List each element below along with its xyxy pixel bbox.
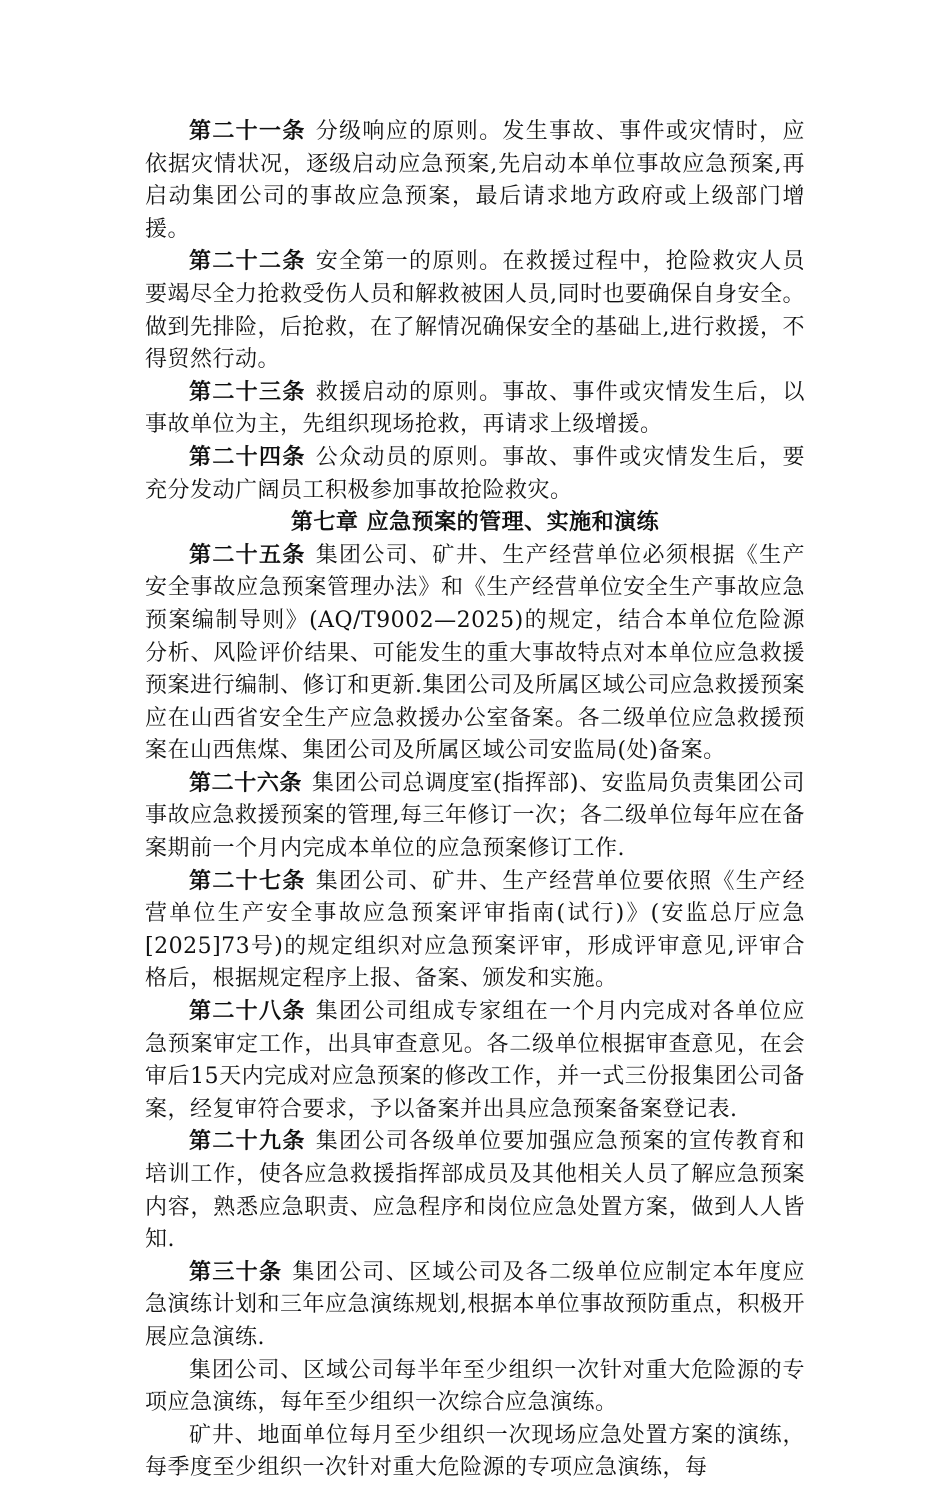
article-25 (145, 540, 805, 768)
article-label: 第三十条 (189, 1259, 283, 1285)
article-21 (145, 116, 805, 246)
chapter-heading: 第七章 应急预案的管理、实施和演练 (290, 510, 660, 536)
article-text: 集团公司组成专家组在一个月内完成对各单位应急预案审定工作，出具审查意见。各二级单位根据审查意见，在会审后15天内完成对应急预案的修改工作，并一式三份报集团公司备案，经复审符合要求，予以备案并出具应急预案备案登记表. (145, 999, 805, 1122)
article-text: 集团公司各级单位要加强应急预案的宣传教育和培训工作，使各应急救援指挥部成员及其他相关人员了解应急预案内容，熟悉应急职责、应急程序和岗位应急处置方案，做到人人皆知. (145, 1129, 805, 1253)
article-text: 集团公司、区域公司及各二级单位应制定本年度应急演练计划和三年应急演练规划,根据本单位事故预防重点，积极开展应急演练. (145, 1259, 805, 1350)
article-label: 第二十五条 (189, 542, 306, 568)
article-22 (145, 246, 805, 376)
article-label: 第二十一条 (189, 119, 306, 144)
article-27 (145, 866, 805, 996)
article-label: 第二十二条 (189, 249, 306, 275)
article-label: 第二十六条 (189, 770, 303, 796)
article-text: 集团公司、矿井、生产经营单位要依照《生产经营单位生产安全事故应急预案评审指南(试行)》(安监总厅应急[2025]73号)的规定组织对应急预案评审，形成评审意见,评审合格后，根据规定程序上报、备案、颁发和实施。 (145, 868, 805, 992)
article-text: 安全第一的原则。在救援过程中，抢险救灾人员要竭尽全力抢救受伤人员和解救被困人员,同时也要确保自身安全。做到先排险，后抢救，在了解情况确保安全的基础上,进行救援，不得贸然行动。 (145, 249, 805, 373)
article-label: 第二十七条 (189, 868, 306, 894)
article-text: 集团公司、矿井、生产经营单位必须根据《生产安全事故应急预案管理办法》和《生产经营单位安全生产事故应急预案编制导则》(AQ/T9002—2025)的规定，结合本单位危险源分析、风险评价结果、可能发生的重大事故特点对本单位应急救援预案进行编制、修订和更新.集团公司及所属区域公司应急救援预案应在山西省安全生产应急救援办公室备案。各二级单位应急救援预案在山西焦煤、集团公司及所属区域公司安监局(处)备案。 (145, 542, 805, 764)
article-text: 公众动员的原则。事故、事件或灾情发生后，要充分发动广阔员工积极参加事故抢险救灾。 (145, 444, 805, 503)
paragraph-drill-mine: 矿井、地面单位每月至少组织一次现场应急处置方案的演练，每季度至少组织一次针对重大危险源的专项应急演练，每 (145, 1422, 805, 1481)
article-29 (145, 1126, 805, 1256)
article-text: 分级响应的原则。发生事故、事件或灾情时，应依据灾情状况，逐级启动应急预案,先启动本单位事故应急预案,再启动集团公司的事故应急预案，最后请求地方政府或上级部门增援。 (145, 119, 805, 242)
article-26 (145, 768, 805, 866)
article-24 (145, 442, 805, 507)
article-text: 集团公司总调度室(指挥部)、安监局负责集团公司事故应急救援预案的管理,每三年修订一次；各二级单位每年应在备案期前一个月内完成本单位的应急预案修订工作. (145, 770, 805, 862)
article-label: 第二十三条 (189, 379, 306, 405)
article-label: 第二十四条 (189, 444, 306, 470)
article-28 (145, 996, 805, 1126)
article-text: 救援启动的原则。事故、事件或灾情发生后，以事故单位为主，先组织现场抢救，再请求上级增援。 (145, 379, 805, 438)
article-30 (145, 1257, 805, 1355)
document-body (145, 116, 805, 1485)
article-23 (145, 377, 805, 442)
article-label: 第二十九条 (189, 1129, 306, 1155)
article-label: 第二十八条 (189, 999, 306, 1025)
paragraph-drill-group: 集团公司、区域公司每半年至少组织一次针对重大危险源的专项应急演练，每年至少组织一次综合应急演练。 (145, 1357, 805, 1416)
